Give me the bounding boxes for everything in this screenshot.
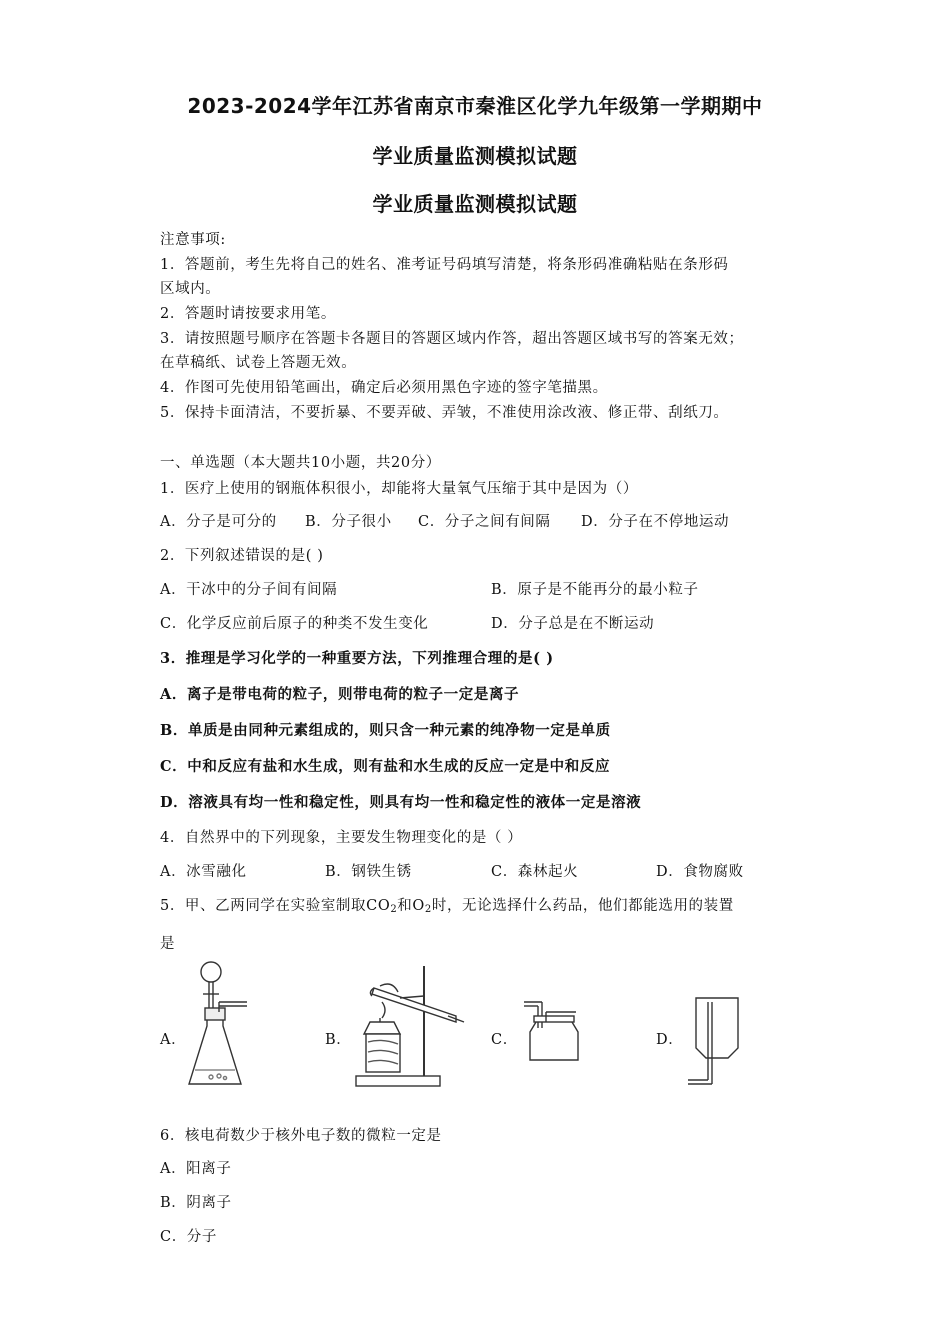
- q5-option-a: A．: [160, 1032, 187, 1048]
- apparatus-inverted-bottle-icon: [684, 996, 744, 1090]
- notice-item2: 2．答题时请按要求用笔。: [160, 306, 336, 322]
- apparatus-gas-bottle-icon: [520, 998, 580, 1062]
- notice-item3a: 3．请按照题号顺序在答题卡各题目的答题区域内作答，超出答题区域书写的答案无效；: [160, 331, 744, 347]
- page-title-line1: 2023-2024学年江苏省南京市秦淮区化学九年级第一学期期中: [187, 94, 763, 118]
- q3-option-c: C．中和反应有盐和水生成，则有盐和水生成的反应一定是中和反应: [160, 758, 611, 775]
- section-heading: 一、单选题（本大题共10小题，共20分）: [160, 455, 441, 471]
- q5-stem: 5．甲、乙两同学在实验室制取$CO_2$和$O_2$时，无论选择什么药品，他们都能选用的装置: [160, 898, 734, 915]
- apparatus-heating-stand-icon: [352, 962, 470, 1090]
- notice-item4: 4．作图可先使用铅笔画出，确定后必须用黑色字迹的签字笔描黑。: [160, 380, 608, 396]
- q4-option-c: C．森林起火: [491, 864, 579, 880]
- apparatus-flask-funnel-icon: [183, 960, 253, 1094]
- notice-item1b: 区域内。: [160, 281, 221, 297]
- q4-stem: 4．自然界中的下列现象，主要发生物理变化的是（ ）: [160, 830, 523, 846]
- q4-option-d: D．食物腐败: [656, 864, 744, 880]
- q3-option-b: B．单质是由同种元素组成的，则只含一种元素的纯净物一定是单质: [160, 722, 611, 739]
- q3-stem: 3．推理是学习化学的一种重要方法，下列推理合理的是( ): [160, 650, 554, 667]
- q2-option-d: D．分子总是在不断运动: [491, 616, 655, 632]
- notice-item1a: 1．答题前，考生先将自己的姓名、准考证号码填写清楚，将条形码准确粘贴在条形码: [160, 257, 729, 273]
- q2-option-b: B．原子是不能再分的最小粒子: [491, 582, 699, 598]
- q5-option-d: D．: [656, 1032, 684, 1048]
- q4-option-a: A．冰雪融化: [160, 864, 247, 880]
- page-title-line3: 学业质量监测模拟试题: [372, 192, 578, 216]
- notice-item3b: 在草稿纸、试卷上答题无效。: [160, 355, 357, 371]
- q5-stem-line2: 是: [160, 936, 176, 952]
- q3-option-d: D．溶液具有均一性和稳定性，则具有均一性和稳定性的液体一定是溶液: [160, 794, 642, 811]
- q6-option-c: C．分子: [160, 1229, 217, 1245]
- q1-option-d: D．分子在不停地运动: [581, 514, 730, 530]
- q5-option-b: B．: [325, 1032, 352, 1048]
- q4-option-b: B．钢铁生锈: [325, 864, 412, 880]
- q6-option-a: A．阳离子: [160, 1161, 232, 1177]
- q6-option-b: B．阴离子: [160, 1195, 232, 1211]
- q2-option-a: A．干冰中的分子间有间隔: [160, 582, 338, 598]
- q2-option-c: C．化学反应前后原子的种类不发生变化: [160, 616, 429, 632]
- q1-option-b: B．分子很小: [305, 514, 392, 530]
- q1-stem: 1．医疗上使用的钢瓶体积很小，却能将大量氧气压缩于其中是因为（）: [160, 481, 638, 497]
- q6-stem: 6．核电荷数少于核外电子数的微粒一定是: [160, 1128, 442, 1144]
- q3-option-a: A．离子是带电荷的粒子，则带电荷的粒子一定是离子: [160, 686, 520, 703]
- q1-option-c: C．分子之间有间隔: [418, 514, 551, 530]
- notice-item5: 5．保持卡面清洁，不要折暴、不要弄破、弄皱，不准使用涂改液、修正带、刮纸刀。: [160, 405, 729, 421]
- page-title-line2: 学业质量监测模拟试题: [372, 144, 578, 168]
- q5-option-c: C．: [491, 1032, 518, 1048]
- q1-option-a: A．分子是可分的: [160, 514, 277, 530]
- q2-stem: 2．下列叙述错误的是( ): [160, 548, 324, 564]
- notice-heading: 注意事项:: [160, 232, 226, 248]
